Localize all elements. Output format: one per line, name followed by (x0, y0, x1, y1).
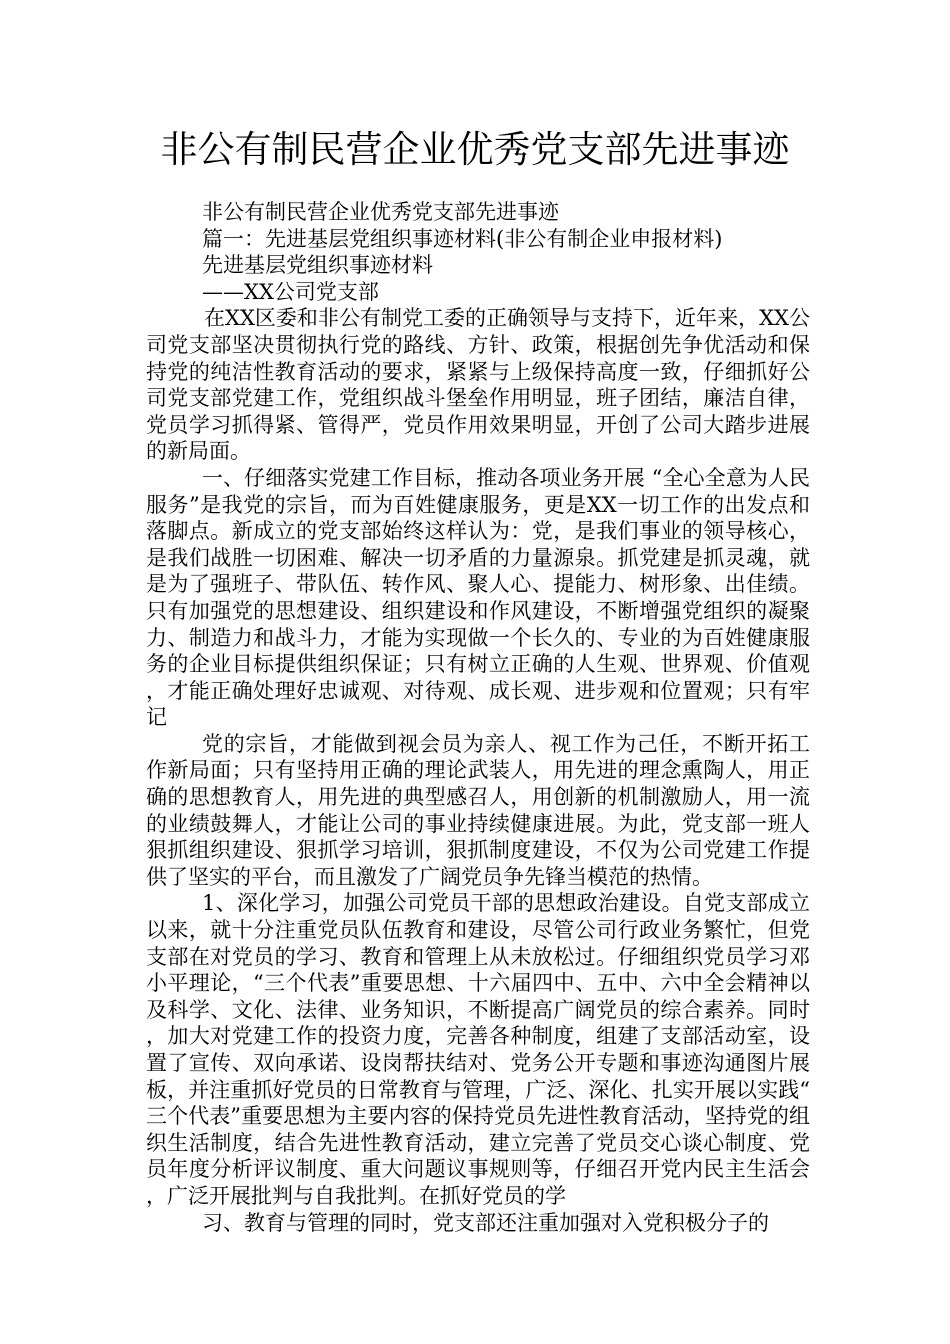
author-line: ——XX公司党支部 (202, 279, 379, 304)
document-body (146, 199, 810, 1236)
section-heading: 先进基层党组织事迹材料 (202, 253, 433, 278)
document-title: 非公有制民营企业优秀党支部先进事迹 (160, 128, 790, 171)
body-paragraph: 习、教育与管理的同时，党支部还注重加强对入党积极分子的 (202, 1210, 769, 1235)
body-paragraph: 1、深化学习，加强公司党员干部的思想政治建设。自党支部成立以来，就十分注重党员队伍教育和建设，尽管公司行政业务繁忙，但党支部在对党员的学习、教育和管理上从未放松过。仔细组织党员学习邓小平理论，“三个代表”重要思想、十六届四中、五中、六中全会精神以及科学、文化、法律、业务知识，不断提高广阔党员的综合素养。同时，加大对党建工作的投资力度，完善各种制度，组建了支部活动室，设置了宣传、双向承诺、设岗帮扶结对、党务公开专题和事迹沟通图片展板，并注重抓好党员的日常教育与管理，广泛、深化、扎实开展以实践“三个代表”重要思想为主要内容的保持党员先进性教育活动，坚持党的组织生活制度，结合先进性教育活动，建立完善了党员交心谈心制度、党员年度分析评议制度、重大问题议事规则等，仔细召开党内民主生活会，广泛开展批判与自我批判。在抓好党员的学 (146, 891, 810, 1208)
body-paragraph: 一、仔细落实党建工作目标，推动各项业务开展 “全心全意为人民服务”是我党的宗旨，而为百姓健康服务，更是XX一切工作的出发点和落脚点。新成立的党支部始终这样认为：党，是我们事业的领导核心，是我们战胜一切困难、解决一切矛盾的力量源泉。抓党建是抓灵魂，就是为了强班子、带队伍、转作风、聚人心、提能力、树形象、出佳绩。只有加强党的思想建设、组织建设和作风建设，不断增强党组织的凝聚力、制造力和战斗力，才能为实现做一个长久的、专业的为百姓健康服务的企业目标提供组织保证；只有树立正确的人生观、世界观、价值观，才能正确处理好忠诚观、对待观、成长观、进步观和位置观；只有牢记 (146, 465, 810, 730)
body-paragraph: 在XX区委和非公有制党工委的正确领导与支持下，近年来，XX公司党支部坚决贯彻执行党的路线、方针、政策，根据创先争优活动和保持党的纯洁性教育活动的要求，紧紧与上级保持高度一致，仔细抓好公司党支部党建工作，党组织战斗堡垒作用明显，班子团结，廉洁自律，党员学习抓得紧、管得严，党员作用效果明显，开创了公司大踏步进展的新局面。 (146, 306, 810, 464)
body-paragraph: 党的宗旨，才能做到视会员为亲人、视工作为己任，不断开拓工作新局面；只有坚持用正确的理论武装人，用先进的理念熏陶人，用正确的思想教育人，用先进的典型感召人，用创新的机制激励人，用一流的业绩鼓舞人，才能让公司的事业持续健康进展。为此，党支部一班人狠抓组织建设、狠抓学习培训，狠抓制度建设，不仅为公司党建工作提供了坚实的平台，而且激发了广阔党员争先锋当模范的热情。 (146, 731, 810, 889)
subtitle-line: 非公有制民营企业优秀党支部先进事迹 (202, 200, 559, 224)
section-heading: 篇一：先进基层党组织事迹材料(非公有制企业申报材料) (202, 226, 723, 251)
